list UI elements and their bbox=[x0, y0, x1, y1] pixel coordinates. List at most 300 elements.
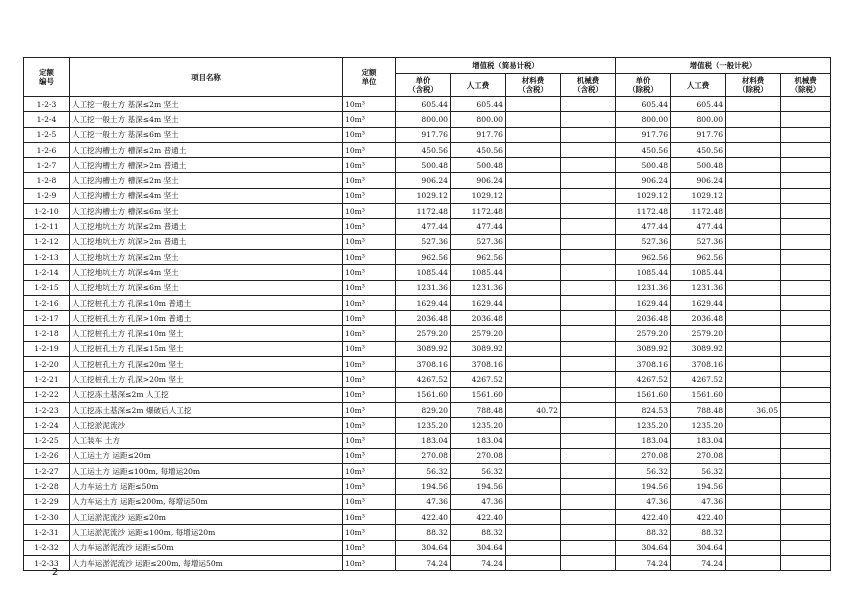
row-g1-labor: 3089.92 bbox=[451, 341, 506, 356]
row-g2-labor: 962.56 bbox=[671, 249, 726, 264]
row-name: 人工挖沟槽土方 槽深>2m 普通土 bbox=[70, 158, 343, 173]
row-g2-machine bbox=[781, 234, 831, 249]
row-g1-unit-price: 477.44 bbox=[396, 219, 451, 234]
row-code: 1-2-17 bbox=[24, 311, 70, 326]
row-unit: 10m³ bbox=[343, 158, 396, 173]
row-code: 1-2-26 bbox=[24, 448, 70, 463]
row-g2-material bbox=[726, 372, 781, 387]
row-g2-material bbox=[726, 280, 781, 295]
row-g2-machine bbox=[781, 326, 831, 341]
row-g1-labor: 1231.36 bbox=[451, 280, 506, 295]
row-name: 人力车运土方 运距≤50m bbox=[70, 479, 343, 494]
row-g1-machine bbox=[561, 97, 616, 112]
row-name: 人工挖桩孔土方 孔深≤20m 坚土 bbox=[70, 357, 343, 372]
row-g1-material bbox=[506, 127, 561, 142]
row-name: 人工运淤泥流沙 运距≤100m, 每增运20m bbox=[70, 525, 343, 540]
row-g1-machine bbox=[561, 219, 616, 234]
row-g2-labor: 917.76 bbox=[671, 127, 726, 142]
row-g2-material bbox=[726, 510, 781, 525]
row-code: 1-2-20 bbox=[24, 357, 70, 372]
row-g1-machine bbox=[561, 188, 616, 203]
row-unit: 10m³ bbox=[343, 188, 396, 203]
row-g2-machine bbox=[781, 510, 831, 525]
row-unit: 10m³ bbox=[343, 402, 396, 417]
row-name: 人工挖地坑土方 坑深≤2m 坚土 bbox=[70, 249, 343, 264]
row-g2-labor: 800.00 bbox=[671, 112, 726, 127]
row-g2-material bbox=[726, 188, 781, 203]
row-name: 人工挖冻土基深≤2m 爆破后人工挖 bbox=[70, 402, 343, 417]
row-g1-unit-price: 304.64 bbox=[396, 540, 451, 555]
row-unit: 10m³ bbox=[343, 540, 396, 555]
header-g1-material: 材料费 （含税） bbox=[506, 74, 561, 97]
row-g1-material bbox=[506, 433, 561, 448]
row-g2-labor: 4267.52 bbox=[671, 372, 726, 387]
table-row bbox=[24, 479, 831, 494]
header-name: 项目名称 bbox=[70, 58, 343, 97]
row-name: 人工挖桩孔土方 孔深≤10m 坚土 bbox=[70, 326, 343, 341]
row-g1-machine bbox=[561, 510, 616, 525]
row-g2-unit-price: 800.00 bbox=[616, 112, 671, 127]
table-row bbox=[24, 265, 831, 280]
row-unit: 10m³ bbox=[343, 494, 396, 509]
row-g2-material bbox=[726, 249, 781, 264]
row-g1-labor: 800.00 bbox=[451, 112, 506, 127]
row-g1-labor: 917.76 bbox=[451, 127, 506, 142]
row-g1-material bbox=[506, 265, 561, 280]
row-g2-machine bbox=[781, 387, 831, 402]
row-g2-machine bbox=[781, 280, 831, 295]
row-g2-unit-price: 1561.60 bbox=[616, 387, 671, 402]
row-g2-unit-price: 2036.48 bbox=[616, 311, 671, 326]
row-g1-material bbox=[506, 280, 561, 295]
row-g1-labor: 270.08 bbox=[451, 448, 506, 463]
row-g1-labor: 3708.16 bbox=[451, 357, 506, 372]
row-g2-unit-price: 422.40 bbox=[616, 510, 671, 525]
row-g2-machine bbox=[781, 341, 831, 356]
row-g2-machine bbox=[781, 464, 831, 479]
row-g1-labor: 304.64 bbox=[451, 540, 506, 555]
row-g2-unit-price: 450.56 bbox=[616, 142, 671, 157]
row-g1-material bbox=[506, 418, 561, 433]
row-g2-machine bbox=[781, 555, 831, 570]
row-g1-unit-price: 1085.44 bbox=[396, 265, 451, 280]
row-g1-material bbox=[506, 494, 561, 509]
row-unit: 10m³ bbox=[343, 510, 396, 525]
row-g2-material bbox=[726, 326, 781, 341]
row-code: 1-2-7 bbox=[24, 158, 70, 173]
row-g2-labor: 183.04 bbox=[671, 433, 726, 448]
row-g2-material bbox=[726, 357, 781, 372]
row-code: 1-2-25 bbox=[24, 433, 70, 448]
row-g1-unit-price: 88.32 bbox=[396, 525, 451, 540]
row-g2-unit-price: 3089.92 bbox=[616, 341, 671, 356]
row-g2-machine bbox=[781, 311, 831, 326]
table-row bbox=[24, 402, 831, 417]
header-group-simple-tax: 增值税（简易计税） bbox=[396, 58, 616, 74]
table-row bbox=[24, 188, 831, 203]
row-g1-material bbox=[506, 326, 561, 341]
row-g2-unit-price: 1629.44 bbox=[616, 295, 671, 310]
row-g1-unit-price: 450.56 bbox=[396, 142, 451, 157]
row-unit: 10m³ bbox=[343, 387, 396, 402]
row-g1-machine bbox=[561, 280, 616, 295]
row-g1-unit-price: 906.24 bbox=[396, 173, 451, 188]
row-name: 人工挖一般土方 基深≤6m 坚土 bbox=[70, 127, 343, 142]
row-g2-labor: 477.44 bbox=[671, 219, 726, 234]
row-code: 1-2-27 bbox=[24, 464, 70, 479]
row-code: 1-2-31 bbox=[24, 525, 70, 540]
row-g1-unit-price: 194.56 bbox=[396, 479, 451, 494]
row-g2-machine bbox=[781, 204, 831, 219]
row-g2-labor: 56.32 bbox=[671, 464, 726, 479]
row-g2-labor: 450.56 bbox=[671, 142, 726, 157]
row-code: 1-2-8 bbox=[24, 173, 70, 188]
header-g1-machine: 机械费 （含税） bbox=[561, 74, 616, 97]
table-row bbox=[24, 173, 831, 188]
row-g1-unit-price: 3089.92 bbox=[396, 341, 451, 356]
table-row bbox=[24, 204, 831, 219]
row-g1-material bbox=[506, 188, 561, 203]
row-g2-unit-price: 183.04 bbox=[616, 433, 671, 448]
row-g1-machine bbox=[561, 311, 616, 326]
row-g2-unit-price: 917.76 bbox=[616, 127, 671, 142]
table-row bbox=[24, 249, 831, 264]
row-g1-unit-price: 800.00 bbox=[396, 112, 451, 127]
row-g1-machine bbox=[561, 341, 616, 356]
row-g2-labor: 605.44 bbox=[671, 97, 726, 112]
row-g1-labor: 906.24 bbox=[451, 173, 506, 188]
table-row bbox=[24, 142, 831, 157]
row-g1-material bbox=[506, 540, 561, 555]
row-g1-labor: 1561.60 bbox=[451, 387, 506, 402]
quota-table bbox=[23, 57, 831, 571]
table-row bbox=[24, 525, 831, 540]
row-g2-labor: 1172.48 bbox=[671, 204, 726, 219]
row-g2-labor: 788.48 bbox=[671, 402, 726, 417]
row-name: 人力车运淤泥流沙 运距≤200m, 每增运50m bbox=[70, 555, 343, 570]
row-g2-material bbox=[726, 464, 781, 479]
row-g2-material bbox=[726, 540, 781, 555]
row-code: 1-2-19 bbox=[24, 341, 70, 356]
row-name: 人工挖桩孔土方 孔深>10m 普通土 bbox=[70, 311, 343, 326]
row-name: 人工挖地坑土方 坑深≤2m 普通土 bbox=[70, 219, 343, 234]
row-unit: 10m³ bbox=[343, 433, 396, 448]
row-name: 人工挖冻土基深≤2m 人工挖 bbox=[70, 387, 343, 402]
table-row bbox=[24, 372, 831, 387]
row-g1-material bbox=[506, 510, 561, 525]
row-g1-unit-price: 962.56 bbox=[396, 249, 451, 264]
row-g2-unit-price: 47.36 bbox=[616, 494, 671, 509]
row-g2-machine bbox=[781, 127, 831, 142]
table-row bbox=[24, 448, 831, 463]
header-g2-labor: 人工费 bbox=[671, 74, 726, 97]
row-g1-unit-price: 1172.48 bbox=[396, 204, 451, 219]
row-g2-labor: 2036.48 bbox=[671, 311, 726, 326]
table-row bbox=[24, 387, 831, 402]
row-g1-material bbox=[506, 525, 561, 540]
row-g1-machine bbox=[561, 448, 616, 463]
header-g1-labor: 人工费 bbox=[451, 74, 506, 97]
row-g2-machine bbox=[781, 479, 831, 494]
row-unit: 10m³ bbox=[343, 142, 396, 157]
row-g1-labor: 1235.20 bbox=[451, 418, 506, 433]
row-g1-labor: 1172.48 bbox=[451, 204, 506, 219]
row-code: 1-2-12 bbox=[24, 234, 70, 249]
row-g2-labor: 3708.16 bbox=[671, 357, 726, 372]
row-g2-machine bbox=[781, 540, 831, 555]
row-g1-machine bbox=[561, 142, 616, 157]
row-g1-machine bbox=[561, 173, 616, 188]
row-g2-unit-price: 906.24 bbox=[616, 173, 671, 188]
row-g2-machine bbox=[781, 173, 831, 188]
row-g2-machine bbox=[781, 158, 831, 173]
table-row bbox=[24, 311, 831, 326]
row-g2-labor: 74.24 bbox=[671, 555, 726, 570]
table-row bbox=[24, 341, 831, 356]
row-g1-machine bbox=[561, 357, 616, 372]
row-unit: 10m³ bbox=[343, 326, 396, 341]
row-g1-material bbox=[506, 204, 561, 219]
row-code: 1-2-13 bbox=[24, 249, 70, 264]
row-g2-material bbox=[726, 112, 781, 127]
row-unit: 10m³ bbox=[343, 265, 396, 280]
row-code: 1-2-32 bbox=[24, 540, 70, 555]
row-g2-labor: 1085.44 bbox=[671, 265, 726, 280]
row-g2-labor: 270.08 bbox=[671, 448, 726, 463]
row-unit: 10m³ bbox=[343, 448, 396, 463]
row-g2-material bbox=[726, 555, 781, 570]
row-g2-machine bbox=[781, 295, 831, 310]
row-g1-machine bbox=[561, 555, 616, 570]
row-g1-material bbox=[506, 234, 561, 249]
row-unit: 10m³ bbox=[343, 479, 396, 494]
row-g2-machine bbox=[781, 433, 831, 448]
header-unit: 定额 单位 bbox=[343, 58, 396, 97]
row-unit: 10m³ bbox=[343, 295, 396, 310]
row-g1-machine bbox=[561, 326, 616, 341]
row-name: 人工运土方 运距≤20m bbox=[70, 448, 343, 463]
row-code: 1-2-5 bbox=[24, 127, 70, 142]
row-g1-machine bbox=[561, 464, 616, 479]
row-name: 人工挖沟槽土方 槽深≤2m 普通土 bbox=[70, 142, 343, 157]
row-g2-unit-price: 824.53 bbox=[616, 402, 671, 417]
row-g1-unit-price: 4267.52 bbox=[396, 372, 451, 387]
table-header bbox=[24, 58, 831, 97]
row-g1-unit-price: 829.20 bbox=[396, 402, 451, 417]
row-g2-unit-price: 2579.20 bbox=[616, 326, 671, 341]
row-code: 1-2-28 bbox=[24, 479, 70, 494]
row-g1-labor: 2036.48 bbox=[451, 311, 506, 326]
row-g1-machine bbox=[561, 158, 616, 173]
row-name: 人工挖沟槽土方 槽深≤6m 坚土 bbox=[70, 204, 343, 219]
row-g1-machine bbox=[561, 540, 616, 555]
table-row bbox=[24, 510, 831, 525]
row-g1-unit-price: 270.08 bbox=[396, 448, 451, 463]
row-g1-labor: 194.56 bbox=[451, 479, 506, 494]
row-g2-material bbox=[726, 234, 781, 249]
row-g1-labor: 2579.20 bbox=[451, 326, 506, 341]
row-g1-labor: 74.24 bbox=[451, 555, 506, 570]
table-row bbox=[24, 112, 831, 127]
row-g2-material bbox=[726, 525, 781, 540]
row-unit: 10m³ bbox=[343, 464, 396, 479]
row-g2-machine bbox=[781, 249, 831, 264]
row-code: 1-2-29 bbox=[24, 494, 70, 509]
row-g2-unit-price: 270.08 bbox=[616, 448, 671, 463]
row-g2-labor: 1029.12 bbox=[671, 188, 726, 203]
row-g2-machine bbox=[781, 372, 831, 387]
row-g1-material bbox=[506, 112, 561, 127]
row-g1-labor: 962.56 bbox=[451, 249, 506, 264]
row-g1-unit-price: 74.24 bbox=[396, 555, 451, 570]
row-name: 人工挖地坑土方 坑深≤4m 坚土 bbox=[70, 265, 343, 280]
row-name: 人力车运淤泥流沙 运距≤50m bbox=[70, 540, 343, 555]
row-g2-unit-price: 1231.36 bbox=[616, 280, 671, 295]
header-g2-unit-price: 单价 （除税） bbox=[616, 74, 671, 97]
row-g1-material bbox=[506, 295, 561, 310]
row-g2-material bbox=[726, 219, 781, 234]
row-g2-machine bbox=[781, 448, 831, 463]
table-row bbox=[24, 433, 831, 448]
row-g1-unit-price: 1231.36 bbox=[396, 280, 451, 295]
row-g1-unit-price: 1561.60 bbox=[396, 387, 451, 402]
row-name: 人工挖沟槽土方 槽深≤4m 坚土 bbox=[70, 188, 343, 203]
row-g1-material bbox=[506, 387, 561, 402]
row-unit: 10m³ bbox=[343, 249, 396, 264]
row-g2-material bbox=[726, 448, 781, 463]
table-row bbox=[24, 127, 831, 142]
row-g1-machine bbox=[561, 402, 616, 417]
row-g1-machine bbox=[561, 418, 616, 433]
row-g2-unit-price: 477.44 bbox=[616, 219, 671, 234]
row-name: 人工挖沟槽土方 槽深≤2m 坚土 bbox=[70, 173, 343, 188]
row-name: 人工挖地坑土方 坑深≤6m 坚土 bbox=[70, 280, 343, 295]
row-unit: 10m³ bbox=[343, 173, 396, 188]
row-name: 人力车运土方 运距≤200m, 每增运50m bbox=[70, 494, 343, 509]
row-g2-labor: 500.48 bbox=[671, 158, 726, 173]
row-g1-material bbox=[506, 479, 561, 494]
row-unit: 10m³ bbox=[343, 280, 396, 295]
row-g2-material bbox=[726, 311, 781, 326]
row-g2-unit-price: 1085.44 bbox=[616, 265, 671, 280]
row-g1-material bbox=[506, 97, 561, 112]
row-g2-material bbox=[726, 494, 781, 509]
row-name: 人工挖地坑土方 坑深>2m 普通土 bbox=[70, 234, 343, 249]
row-g2-machine bbox=[781, 525, 831, 540]
row-g1-labor: 1029.12 bbox=[451, 188, 506, 203]
row-code: 1-2-30 bbox=[24, 510, 70, 525]
row-g1-unit-price: 605.44 bbox=[396, 97, 451, 112]
row-g2-unit-price: 88.32 bbox=[616, 525, 671, 540]
row-g2-labor: 47.36 bbox=[671, 494, 726, 509]
row-g2-labor: 422.40 bbox=[671, 510, 726, 525]
row-g1-unit-price: 1629.44 bbox=[396, 295, 451, 310]
table-row bbox=[24, 418, 831, 433]
row-name: 人工挖桩孔土方 孔深>20m 坚土 bbox=[70, 372, 343, 387]
row-name: 人工挖桩孔土方 孔深≤15m 坚土 bbox=[70, 341, 343, 356]
row-g1-material bbox=[506, 555, 561, 570]
row-g1-machine bbox=[561, 525, 616, 540]
row-g1-unit-price: 56.32 bbox=[396, 464, 451, 479]
row-g1-labor: 605.44 bbox=[451, 97, 506, 112]
row-g1-machine bbox=[561, 204, 616, 219]
row-unit: 10m³ bbox=[343, 97, 396, 112]
row-code: 1-2-24 bbox=[24, 418, 70, 433]
row-g1-unit-price: 917.76 bbox=[396, 127, 451, 142]
row-name: 人工运淤泥流沙 运距≤20m bbox=[70, 510, 343, 525]
row-g1-labor: 1085.44 bbox=[451, 265, 506, 280]
row-g1-machine bbox=[561, 249, 616, 264]
row-g1-labor: 56.32 bbox=[451, 464, 506, 479]
row-g1-labor: 788.48 bbox=[451, 402, 506, 417]
row-g1-unit-price: 422.40 bbox=[396, 510, 451, 525]
row-code: 1-2-33 bbox=[24, 555, 70, 570]
row-g1-labor: 527.36 bbox=[451, 234, 506, 249]
header-group-general-tax: 增值税（一般计税） bbox=[616, 58, 831, 74]
row-g1-material bbox=[506, 173, 561, 188]
row-g2-material bbox=[726, 158, 781, 173]
row-g1-material bbox=[506, 448, 561, 463]
row-g2-material bbox=[726, 173, 781, 188]
row-g2-material bbox=[726, 479, 781, 494]
row-g2-unit-price: 4267.52 bbox=[616, 372, 671, 387]
table-row bbox=[24, 357, 831, 372]
row-g2-material bbox=[726, 295, 781, 310]
row-unit: 10m³ bbox=[343, 219, 396, 234]
row-g2-labor: 88.32 bbox=[671, 525, 726, 540]
row-code: 1-2-23 bbox=[24, 402, 70, 417]
row-g1-labor: 183.04 bbox=[451, 433, 506, 448]
row-g2-machine bbox=[781, 418, 831, 433]
row-g2-machine bbox=[781, 402, 831, 417]
row-g2-material bbox=[726, 265, 781, 280]
row-g2-material bbox=[726, 142, 781, 157]
row-g1-machine bbox=[561, 479, 616, 494]
row-g1-labor: 4267.52 bbox=[451, 372, 506, 387]
row-code: 1-2-9 bbox=[24, 188, 70, 203]
row-g2-machine bbox=[781, 219, 831, 234]
table-row bbox=[24, 555, 831, 570]
row-g1-machine bbox=[561, 387, 616, 402]
row-g1-unit-price: 47.36 bbox=[396, 494, 451, 509]
row-g2-unit-price: 1029.12 bbox=[616, 188, 671, 203]
row-unit: 10m³ bbox=[343, 357, 396, 372]
table-row bbox=[24, 295, 831, 310]
row-g1-material bbox=[506, 158, 561, 173]
row-unit: 10m³ bbox=[343, 311, 396, 326]
row-g1-labor: 88.32 bbox=[451, 525, 506, 540]
table-row bbox=[24, 326, 831, 341]
row-g2-labor: 2579.20 bbox=[671, 326, 726, 341]
row-g1-unit-price: 2579.20 bbox=[396, 326, 451, 341]
row-g2-material bbox=[726, 387, 781, 402]
row-code: 1-2-14 bbox=[24, 265, 70, 280]
row-g1-unit-price: 2036.48 bbox=[396, 311, 451, 326]
row-code: 1-2-21 bbox=[24, 372, 70, 387]
row-name: 人工运土方 运距≤100m, 每增运20m bbox=[70, 464, 343, 479]
row-g1-machine bbox=[561, 295, 616, 310]
row-g1-labor: 500.48 bbox=[451, 158, 506, 173]
table-row bbox=[24, 97, 831, 112]
table-row bbox=[24, 280, 831, 295]
row-g1-material bbox=[506, 464, 561, 479]
row-g2-unit-price: 304.64 bbox=[616, 540, 671, 555]
row-g2-unit-price: 605.44 bbox=[616, 97, 671, 112]
row-name: 人工挖淤泥流沙 bbox=[70, 418, 343, 433]
header-g1-unit-price: 单价 （含税） bbox=[396, 74, 451, 97]
row-g2-machine bbox=[781, 97, 831, 112]
row-g2-material bbox=[726, 433, 781, 448]
